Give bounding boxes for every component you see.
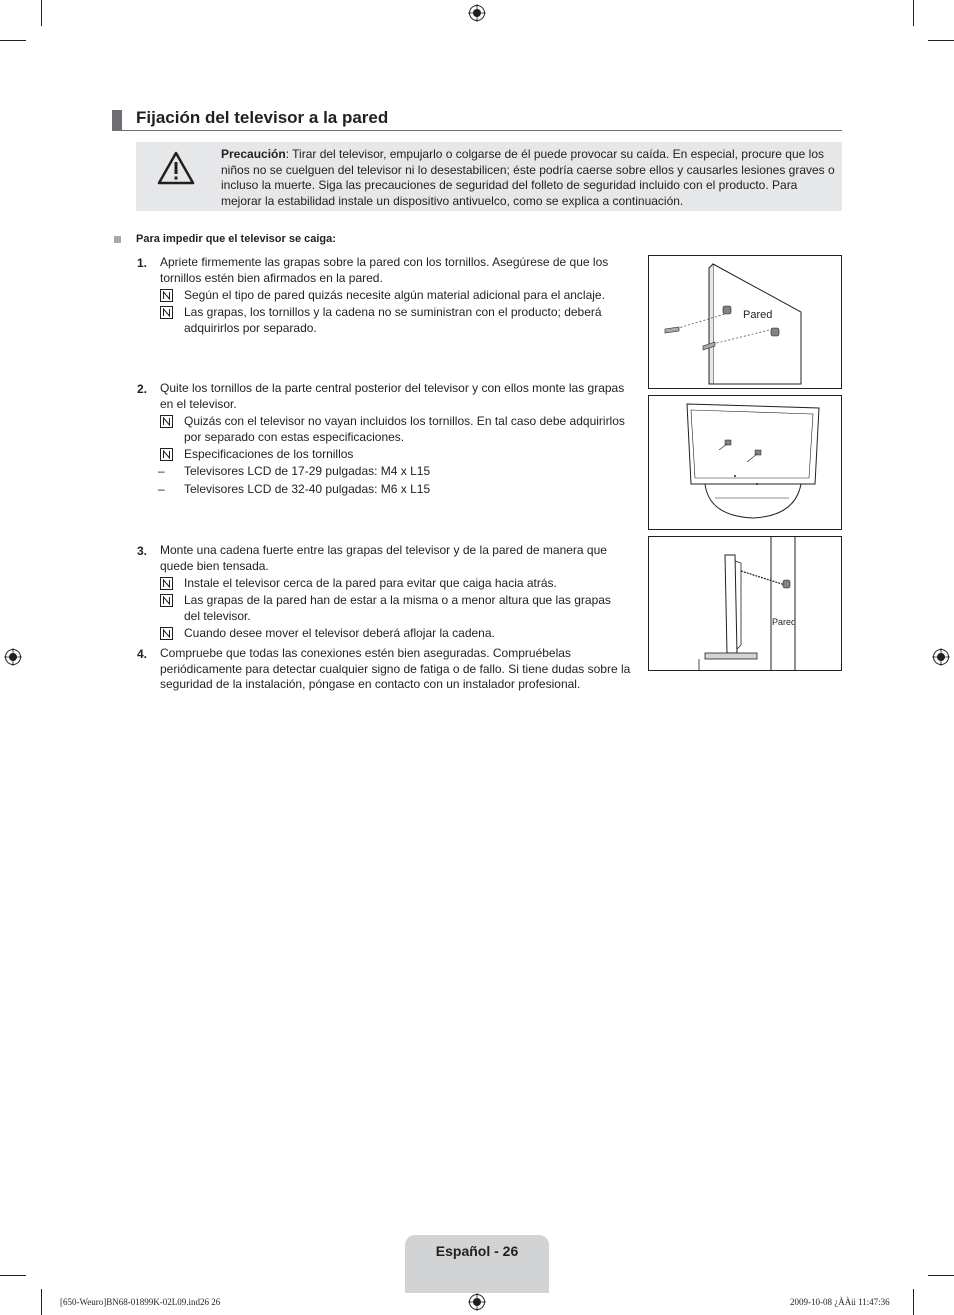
note-text: Las grapas, los tornillos y la cadena no se suministran con el producto; deberá adquirirlos por separado.	[184, 305, 602, 335]
note-text: Las grapas de la pared han de estar a la misma o a menor altura que las grapas del televisor.	[184, 593, 611, 623]
title-marker	[112, 110, 122, 130]
dash-bullet: –	[158, 482, 165, 496]
step-number: 2.	[137, 382, 148, 396]
crop-mark	[41, 1289, 42, 1315]
registration-mark-icon	[468, 1293, 486, 1311]
note-icon	[160, 306, 173, 319]
note-text: Según el tipo de pared quizás necesite algún material adicional para el anclaje.	[184, 288, 605, 302]
figure-tv-back	[648, 395, 842, 530]
caution-body: : Tirar del televisor, empujarlo o colgarse de él puede provocar su caída. En especial, procure que los niños no se cuelguen del televisor ni lo desestabilicen; éste podría caerse sobre ellos y causarles lesiones graves o incluso la muerte. Siga las precauciones de seguridad del folleto de seguridad incluido con el producto. Para mejorar la estabilidad instale un dispositivo antivuelco, como se explica a continuación.	[221, 147, 835, 208]
step-text: Compruebe que todas las conexiones estén bien aseguradas. Compruébelas periódicamente para detectar cualquier signo de fatiga o de fallo. Si tiene dudas sobre la seguridad de la instalación, póngase en contacto con un instalador profesional.	[160, 646, 631, 691]
note-text: Instale el televisor cerca de la pared para evitar que caiga hacia atrás.	[184, 576, 557, 590]
step-text: Apriete firmemente las grapas sobre la pared con los tornillos. Asegúrese de que los tornillos estén bien afirmados en la pared.	[160, 255, 609, 285]
print-slug-right: 2009-10-08 ¿ÀÀü 11:47:36	[790, 1297, 890, 1307]
side-view-illustration	[649, 537, 841, 670]
note-icon	[160, 448, 173, 461]
caution-text	[221, 147, 837, 209]
section-title: Fijación del televisor a la pared	[136, 108, 389, 127]
spec-item: Televisores LCD de 32-40 pulgadas: M6 x L15	[184, 482, 431, 496]
dash-bullet: –	[158, 464, 165, 478]
registration-mark-icon	[932, 648, 950, 666]
step-number: 4.	[137, 647, 148, 661]
registration-mark-icon	[4, 648, 22, 666]
note-icon	[160, 415, 173, 428]
figure-wall-clamps	[648, 255, 842, 389]
figure-side-chain	[648, 536, 842, 671]
wall-label: Pared	[772, 617, 797, 627]
step-number: 1.	[137, 256, 148, 270]
crop-mark	[913, 0, 914, 26]
crop-mark	[0, 40, 26, 41]
caution-box	[136, 142, 842, 211]
note-icon	[160, 594, 173, 607]
step-text: Quite los tornillos de la parte central posterior del televisor y con ellos monte las grapas en el televisor.	[160, 381, 625, 411]
note-text: Cuando desee mover el televisor deberá aflojar la cadena.	[184, 626, 495, 640]
crop-mark	[913, 1289, 914, 1315]
step-text: Monte una cadena fuerte entre las grapas del televisor y de la pared de manera que quede bien tensada.	[160, 543, 607, 573]
note-text: Especificaciones de los tornillos	[184, 447, 354, 461]
note-text: Quizás con el televisor no vayan incluidos los tornillos. En tal caso debe adquirirlos por separado con estas especificaciones.	[184, 414, 625, 444]
note-icon	[160, 289, 173, 302]
registration-mark-icon	[468, 4, 486, 22]
note-icon	[160, 577, 173, 590]
caution-label: Precaución	[221, 147, 286, 161]
wall-label: Pared	[743, 309, 773, 321]
step-number: 3.	[137, 544, 148, 558]
crop-mark	[0, 1275, 26, 1276]
tv-back-illustration	[649, 396, 841, 529]
crop-mark	[928, 1275, 954, 1276]
print-slug-left: [650-Weuro]BN68-01899K-02L09.ind26 26	[60, 1297, 221, 1307]
wall-clamp-illustration	[649, 256, 841, 388]
page-number-tab	[405, 1235, 549, 1293]
crop-mark	[928, 40, 954, 41]
note-icon	[160, 627, 173, 640]
page-number: Español - 26	[435, 1243, 519, 1259]
title-rule	[112, 130, 842, 131]
subheading: Para impedir que el televisor se caiga:	[136, 233, 336, 245]
crop-mark	[41, 0, 42, 26]
square-bullet-icon	[114, 236, 121, 243]
warning-triangle-icon	[156, 150, 196, 186]
spec-item: Televisores LCD de 17-29 pulgadas: M4 x L15	[184, 464, 431, 478]
